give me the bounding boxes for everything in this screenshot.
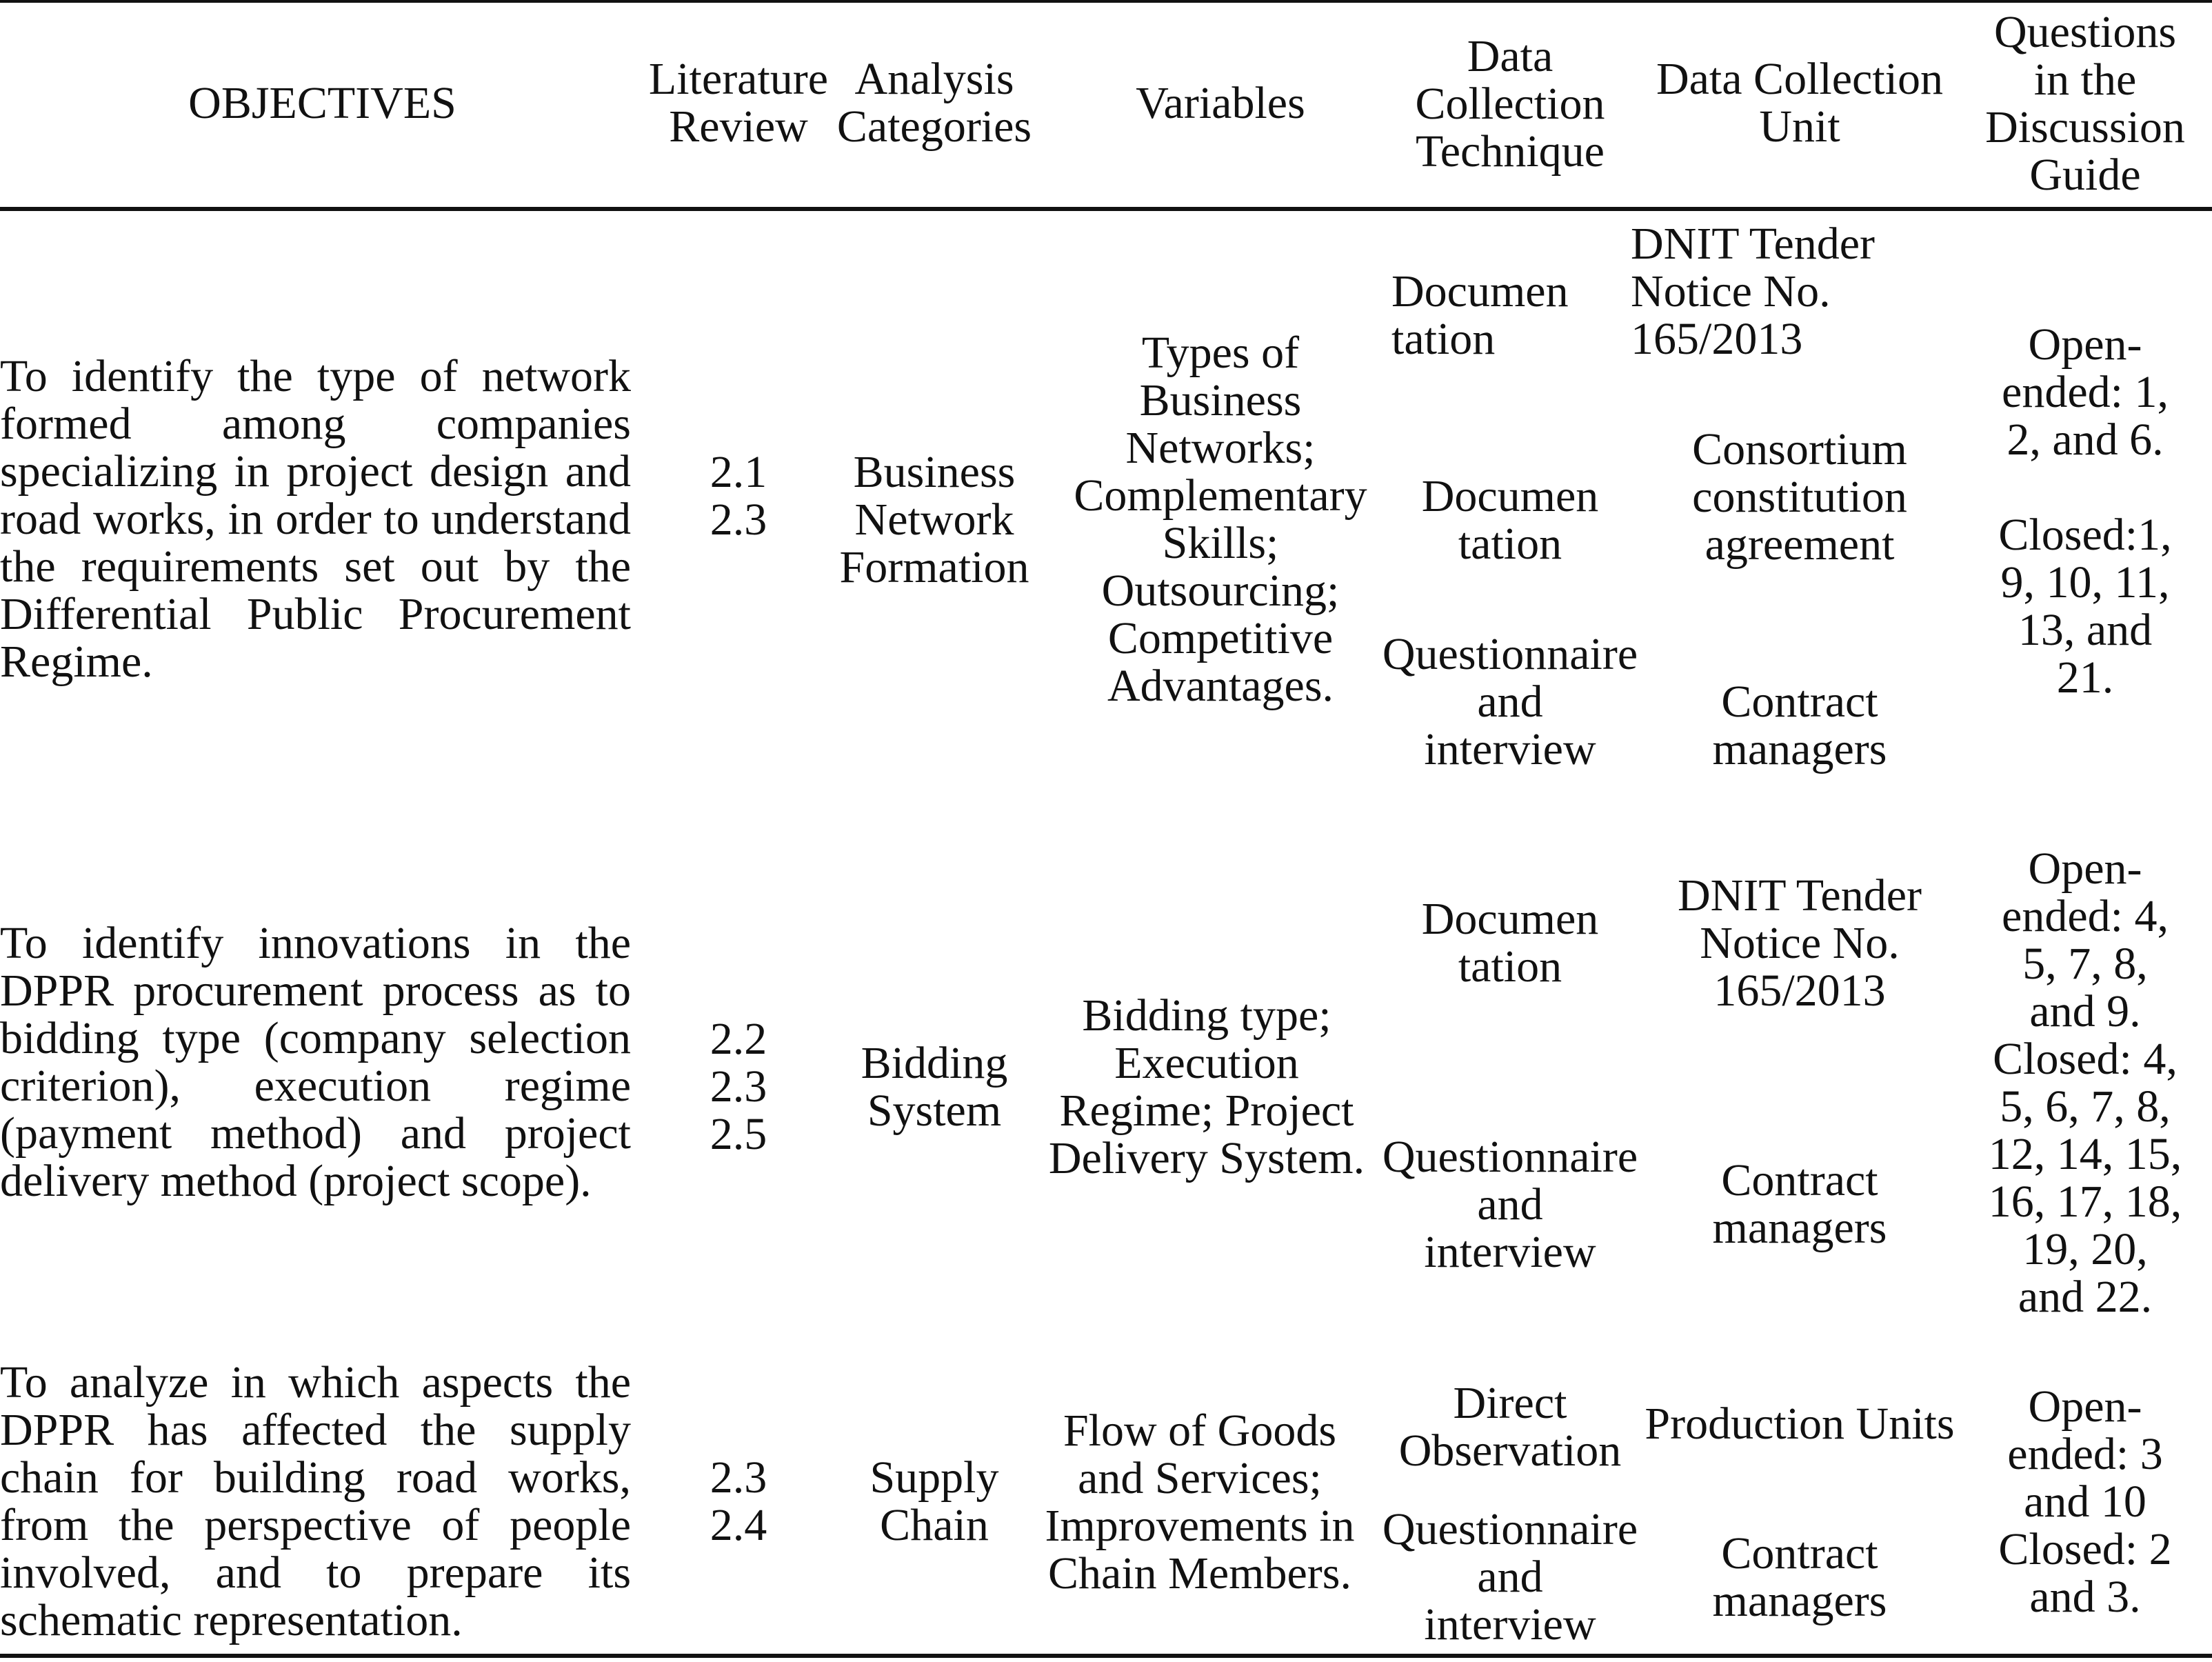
bottom-rule	[0, 1654, 2212, 1658]
row1-unit-3: Contract managers	[1712, 677, 1887, 774]
row1-technique-3: Questionnaire and interview	[1382, 629, 1638, 774]
row3-variables: Flow of Goods and Services; Improvements in Chain Members.	[1045, 1405, 1355, 1599]
row2-literature-review: 2.2 2.3 2.5	[710, 1014, 767, 1159]
row1-questions: Open- ended: 1, 2, and 6. Closed:1, 9, 10, 11, 13, and 21.	[1998, 319, 2172, 703]
row3-unit-1: Production Units	[1645, 1399, 1955, 1449]
header-analysis-categories: Analysis Categories	[836, 54, 1032, 152]
row2-technique-1: Documen tation	[1421, 894, 1599, 992]
header-rule	[0, 207, 2212, 211]
row1-unit-1: DNIT Tender Notice No. 165/2013	[1631, 219, 1876, 364]
row2-objective: To identify innovations in the DPPR procurement process as to bidding type (company selection criterion), execution regime (payment method) and project delivery method (project scope).	[0, 918, 631, 1206]
header-objectives: OBJECTIVES	[188, 78, 456, 128]
row2-variables: Bidding type; Execution Regime; Project Delivery System.	[1048, 990, 1365, 1183]
row2-unit-2: Contract managers	[1712, 1155, 1887, 1253]
row1-unit-2: Consortium constitution agreement	[1692, 424, 1907, 570]
row1-objective: To identify the type of network formed among companies specializing in project design and road works, in order to understand the requirements set out by the Differential Public Procurement Regime.	[0, 351, 631, 687]
row1-variables: Types of Business Networks; Complementary Skills; Outsourcing; Competitive Advantages.	[1074, 328, 1367, 711]
row3-objective: To analyze in which aspects the DPPR has affected the supply chain for building road works, from the perspective of people involved, and to prepare its schematic representation.	[0, 1357, 631, 1645]
row2-technique-2: Questionnaire and interview	[1382, 1132, 1638, 1277]
row3-technique-2: Questionnaire and interview	[1382, 1504, 1638, 1650]
row2-unit-1: DNIT Tender Notice No. 165/2013	[1677, 870, 1922, 1016]
header-questions: Questions in the Discussion Guide	[1985, 7, 2185, 200]
header-literature-review: Literature Review	[648, 54, 829, 152]
top-rule	[0, 0, 2212, 3]
row1-analysis-category: Business Network Formation	[839, 447, 1029, 592]
row2-questions: Open- ended: 4, 5, 7, 8, and 9. Closed: 4, 5, 6, 7, 8, 12, 14, 15, 16, 17, 18, 19, 20, and 22.	[1988, 843, 2182, 1322]
header-data-collection-technique: Data Collection Technique	[1415, 31, 1605, 177]
row3-analysis-category: Supply Chain	[869, 1452, 999, 1550]
row2-analysis-category: Bidding System	[861, 1038, 1008, 1136]
row3-literature-review: 2.3 2.4	[710, 1452, 767, 1550]
row3-questions: Open- ended: 3 and 10 Closed: 2 and 3.	[1998, 1381, 2172, 1622]
row3-technique-1: Direct Observation	[1398, 1378, 1622, 1476]
row1-technique-1: Documen tation	[1391, 266, 1569, 364]
row1-technique-2: Documen tation	[1421, 471, 1599, 569]
row3-unit-2: Contract managers	[1712, 1528, 1887, 1626]
row1-literature-review: 2.1 2.3	[710, 447, 767, 545]
header-variables: Variables	[1136, 78, 1305, 128]
header-data-collection-unit: Data Collection Unit	[1656, 54, 1944, 152]
